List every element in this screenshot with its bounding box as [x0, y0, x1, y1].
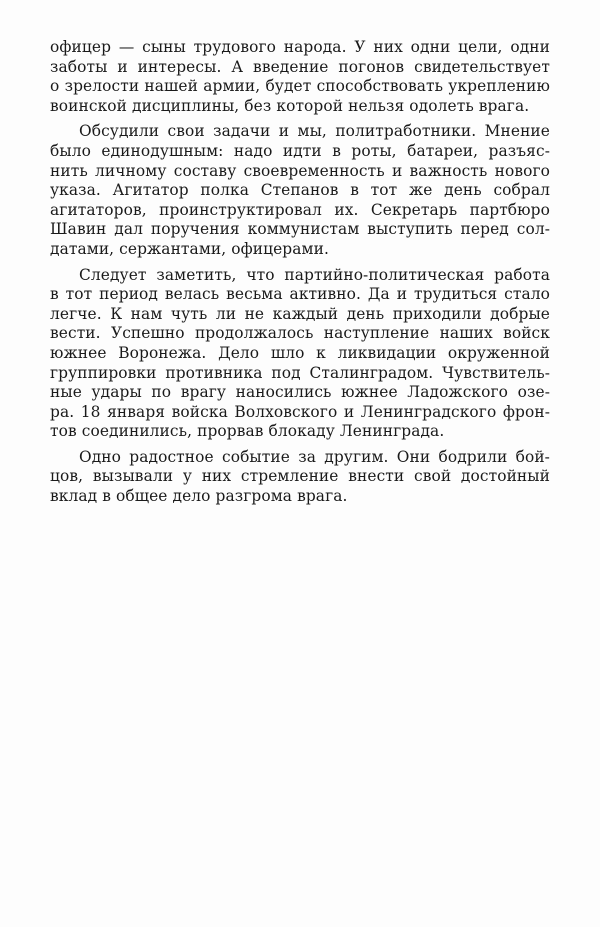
paragraph [50, 266, 550, 442]
text-line: указа. Агитатор полка Степанов в тот же день собрал [50, 181, 550, 200]
text-line: в тот период велась весьма активно. Да и трудиться стало [50, 285, 550, 304]
text-line: ные удары по врагу наносились южнее Ладожского озе- [50, 383, 550, 402]
text-line: было единодушным: надо идти в роты, батареи, разъяс- [50, 141, 550, 160]
text-line: вклад в общее дело разгрома врага. [50, 487, 348, 506]
text-line: вести. Успешно продолжалось наступление наших войск [50, 324, 550, 343]
body-text [50, 38, 550, 513]
paragraph [50, 448, 550, 507]
text-line: датами, сержантами, офицерами. [50, 239, 329, 258]
paragraph [50, 122, 550, 259]
text-line: южнее Воронежа. Дело шло к ликвидации окруженной [50, 343, 550, 362]
text-line: ра. 18 января войска Волховского и Ленинградского фрон- [50, 402, 550, 421]
text-line: воинской дисциплины, без которой нельзя одолеть врага. [50, 96, 530, 115]
text-line: тов соединились, прорвав блокаду Ленинграда. [50, 422, 445, 441]
text-line: цов, вызывали у них стремление внести свой достойный [50, 467, 550, 486]
text-line: Шавин дал поручения коммунистам выступить перед сол- [50, 220, 550, 239]
text-line: Одно радостное событие за другим. Они бодрили бой- [79, 447, 550, 466]
text-line: Обсудили свои задачи и мы, политработники. Мнение [79, 122, 550, 141]
text-line: агитаторов, проинструктировал их. Секретарь партбюро [50, 200, 550, 219]
text-line: группировки противника под Сталинградом. Чувствитель- [50, 363, 550, 382]
paragraph [50, 38, 550, 116]
text-line: офицер — сыны трудового народа. У них одни цели, одни [50, 38, 550, 56]
text-line: легче. К нам чуть ли не каждый день приходили добрые [50, 304, 550, 323]
text-line: Следует заметить, что партийно-политическая работа [79, 265, 550, 284]
text-line: заботы и интересы. А введение погонов свидетельствует [50, 57, 550, 76]
text-line: нить личному составу своевременность и важность нового [50, 161, 550, 180]
text-line: о зрелости нашей армии, будет способствовать укреплению [50, 77, 550, 96]
